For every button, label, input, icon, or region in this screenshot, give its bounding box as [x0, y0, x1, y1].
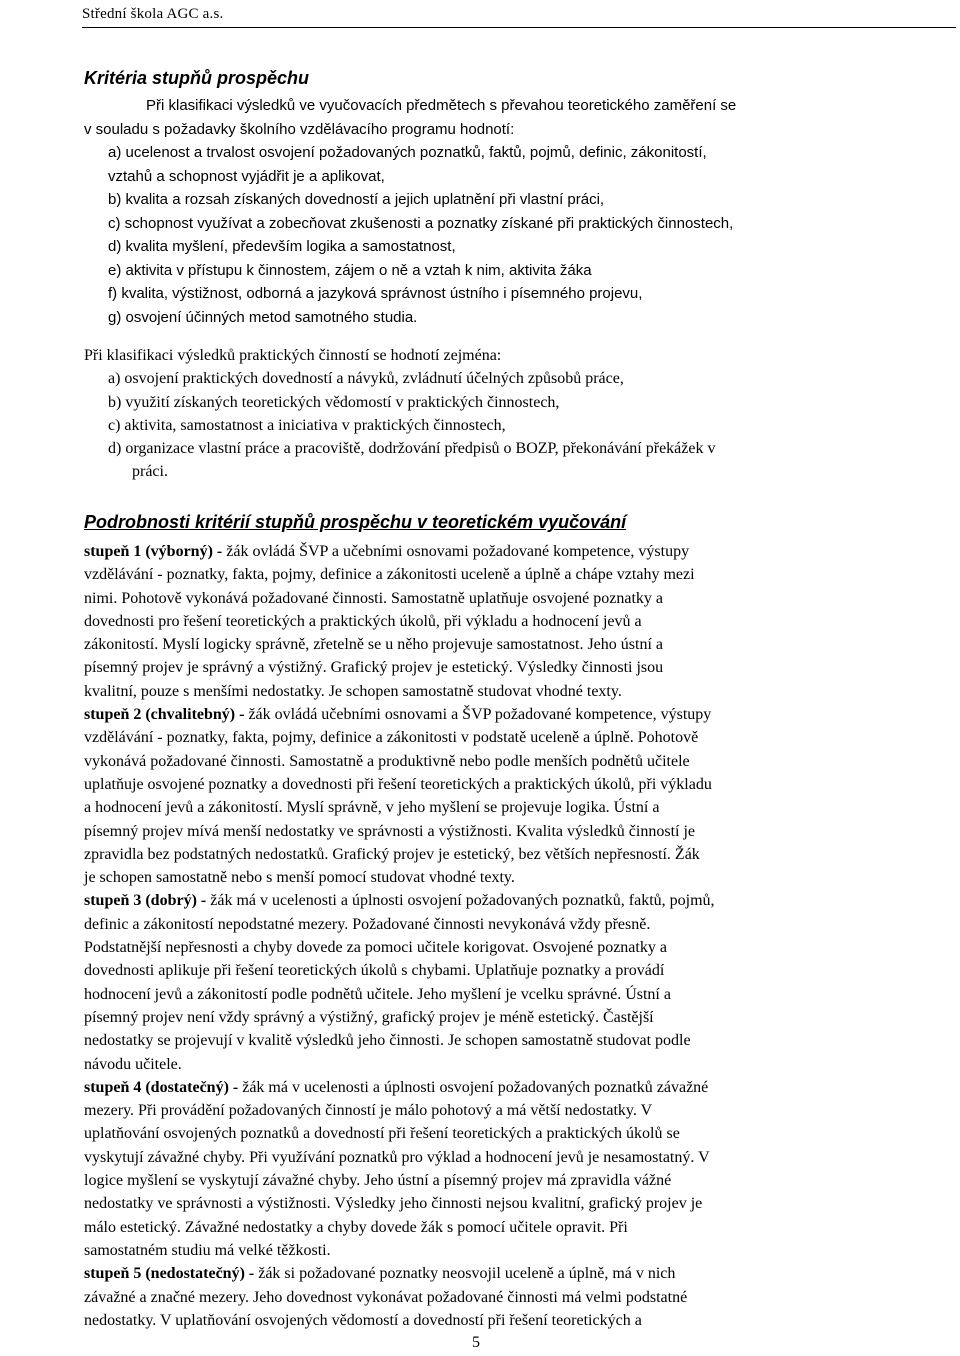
paragraph-line: [84, 1192, 884, 1215]
grade-text: kvalitní, pouze s menšími nedostatky. Je schopen samostatně studovat vhodné texty.: [84, 682, 622, 700]
paragraph-line: [84, 1146, 884, 1169]
grade-text: zákonitostí. Myslí logicky správně, zřetelně se u něho projevuje samostatnost. Jeho ústní a: [84, 636, 663, 654]
grade-heading-line: [84, 1076, 884, 1099]
grade-label: stupeň 3 (dobrý) -: [84, 892, 211, 910]
paragraph-line: [84, 796, 884, 819]
grade-label: stupeň 1 (výborný) -: [84, 543, 227, 560]
grade-label: stupeň 4 (dostatečný) -: [84, 1078, 243, 1096]
grade-label: stupeň 2 (chvalitebný) -: [84, 706, 249, 724]
grade-text: dovednosti pro řešení teoretických a praktických úkolů, při výkladu a hodnocení jevů a: [84, 612, 642, 630]
grade-text: žák má v ucelenosti a úplnosti osvojení požadovaných poznatků závažné: [242, 1078, 709, 1096]
grade-text: uplatňování osvojených poznatků a dovedností při řešení teoretických a praktických úkolů se: [84, 1125, 680, 1143]
list-item: g) osvojení účinných metod samotného studia.: [108, 308, 418, 326]
grade-text: hodnocení jevů a zákonitostí podle podnětů učitele. Jeho myšlení je vcelku správné. Ústní a: [84, 985, 671, 1003]
theoretical-criteria-list: [84, 94, 884, 329]
grade-text: nedostatky. V uplatňování osvojených vědomostí a dovedností při řešení teoretických a: [84, 1311, 642, 1329]
paragraph-line: [84, 1169, 884, 1192]
grade-text: písemný projev mívá menší nedostatky ve správnosti a výstižnosti. Kvalita výsledků činností je: [84, 822, 696, 840]
page-header-school: Střední škola AGC a.s.: [82, 6, 224, 22]
list-item: práci.: [132, 463, 168, 481]
grade-text: definic a zákonitostí nepodstatné mezery. Požadované činnosti nevykonává vždy přesně.: [84, 915, 651, 933]
grade-text: nedostatky ve správnosti a výstižnosti. Výsledky jeho činnosti nejsou kvalitní, grafický projev je: [84, 1195, 703, 1213]
paragraph-line: [84, 1006, 884, 1029]
grade-text: vyskytují závažné chyby. Při využívání poznatků pro výklad a hodnocení jevů je nesamostatný. V: [84, 1148, 710, 1166]
grade-text: žák má v ucelenosti a úplnosti osvojení požadovaných poznatků, faktů, pojmů,: [210, 892, 715, 910]
grade-text: je schopen samostatně nebo s menší pomocí studovat vhodné texty.: [84, 869, 515, 887]
list-item: vztahů a schopnost vyjádřit je a aplikovat,: [108, 167, 385, 185]
paragraph-line: [84, 1029, 884, 1052]
paragraph-line: [84, 959, 884, 982]
grade-text: nedostatky se projevují v kvalitě výsledků jeho činnosti. Je schopen samostatně studovat podle: [84, 1032, 691, 1050]
paragraph-line: [84, 1286, 884, 1309]
page-number: 5: [472, 1334, 480, 1351]
paragraph-line: [84, 773, 884, 796]
grade-text: vykonává požadované činnosti. Samostatně a produktivně nebo podle menších podnětů učitele: [84, 752, 690, 770]
paragraph-line: [84, 1053, 884, 1076]
grade-text: vzdělávání - poznatky, fakta, pojmy, definice a zákonitosti v podstatě uceleně a úplně. Pohotově: [84, 729, 699, 747]
paragraph-line: [84, 936, 884, 959]
paragraph-line: [84, 1216, 884, 1239]
grade-text: nimi. Pohotově vykonává požadované činnosti. Samostatně uplatňuje osvojené poznatky a: [84, 589, 663, 607]
grade-text: vzdělávání - poznatky, fakta, pojmy, definice a zákonitosti uceleně a úplně a chápe vztahy mezi: [84, 566, 695, 584]
grade-text: žák ovládá ŠVP a učebními osnovami požadované kompetence, výstupy: [226, 543, 690, 560]
paragraph-line: [84, 820, 884, 843]
grade-text: mezery. Při provádění požadovaných činností je málo pohotový a má větší nedostatky. V: [84, 1102, 653, 1120]
header-divider: [82, 27, 956, 28]
list-item: c) aktivita, samostatnost a iniciativa v praktických činnostech,: [108, 416, 506, 434]
practical-criteria-list: [84, 344, 884, 484]
grade-text: málo estetický. Závažné nedostatky a chyby dovede žák s pomocí učitele opravit. Při: [84, 1218, 628, 1236]
paragraph-line: v souladu s požadavky školního vzdělávacího programu hodnotí:: [84, 120, 515, 138]
grade-heading-line: [84, 540, 884, 563]
grade-text: uplatňuje osvojené poznatky a dovednosti při řešení teoretických a praktických úkolů, při výkladu: [84, 775, 712, 793]
grade-text: a hodnocení jevů a zákonitostí. Myslí správně, v jeho myšlení se projevuje logika. Ústní a: [84, 799, 660, 817]
list-item: f) kvalita, výstižnost, odborná a jazyková správnost ústního i písemného projevu,: [108, 285, 643, 302]
list-item: d) kvalita myšlení, především logika a samostatnost,: [108, 238, 456, 255]
section-title-criteria: Kritéria stupňů prospěchu: [84, 68, 310, 88]
paragraph-line: [84, 610, 884, 633]
list-item: b) využití získaných teoretických vědomostí v praktických činnostech,: [108, 393, 560, 411]
paragraph-line: [84, 866, 884, 889]
grade-text: dovednosti aplikuje při řešení teoretických úkolů s chybami. Uplatňuje poznatky a provádí: [84, 962, 665, 980]
paragraph-line: [84, 1239, 884, 1262]
grade-text: návodu učitele.: [84, 1055, 182, 1073]
grade-text: zpravidla bez podstatných nedostatků. Grafický projev je estetický, bez větších nepřesností. Žák: [84, 845, 700, 863]
paragraph-line: [84, 726, 884, 749]
list-item: d) organizace vlastní práce a pracoviště, dodržování předpisů o BOZP, překonávání překážek v: [108, 440, 716, 458]
grade-text: Podstatnější nepřesnosti a chyby dovede za pomoci učitele korigovat. Osvojené poznatky a: [84, 939, 667, 957]
paragraph-line: [84, 656, 884, 679]
grade-heading-line: [84, 1262, 884, 1285]
grade-heading-line: [84, 889, 884, 912]
grade-text: samostatném studiu má velké těžkosti.: [84, 1241, 331, 1259]
paragraph-line: [84, 843, 884, 866]
paragraph-line: [84, 983, 884, 1006]
list-item: c) schopnost využívat a zobecňovat zkušenosti a poznatky získané při praktických činnostech,: [108, 214, 734, 232]
grade-text: písemný projev je správný a výstižný. Grafický projev je estetický. Výsledky činnosti jsou: [84, 659, 664, 677]
paragraph-line: [84, 563, 884, 586]
paragraph-line: [84, 1099, 884, 1122]
paragraph-line: Při klasifikaci výsledků ve vyučovacích předmětech s převahou teoretického zaměření se: [146, 97, 737, 114]
grade-text: závažné a značné mezery. Jeho dovednost vykonávat požadované činnosti má velmi podstatné: [84, 1288, 688, 1306]
paragraph-line: [84, 750, 884, 773]
paragraph-line: [84, 1309, 884, 1332]
list-item: b) kvalita a rozsah získaných dovedností a jejich uplatnění při vlastní práci,: [108, 191, 605, 208]
paragraph-line: [84, 1122, 884, 1145]
grade-label: stupeň 5 (nedostatečný) -: [84, 1265, 259, 1283]
paragraph-line: [84, 633, 884, 656]
paragraph-line: [84, 913, 884, 936]
grade-text: písemný projev není vždy správný a výstižný, grafický projev je méně estetický. Častější: [84, 1008, 654, 1026]
grade-text: žák ovládá učebními osnovami a ŠVP požadované kompetence, výstupy: [248, 706, 712, 724]
grade-heading-line: [84, 703, 884, 726]
paragraph-line: [84, 587, 884, 610]
grade-text: logice myšlení se vyskytují závažné chyby. Jeho ústní a písemný projev má zpravidla vážné: [84, 1172, 672, 1190]
list-item: a) ucelenost a trvalost osvojení požadovaných poznatků, faktů, pojmů, definic, zákonitostí,: [108, 144, 707, 161]
grade-descriptions: [84, 540, 884, 1332]
list-item: a) osvojení praktických dovedností a návyků, zvládnutí účelných způsobů práce,: [108, 370, 624, 388]
paragraph-line: Při klasifikaci výsledků praktických činností se hodnotí zejména:: [84, 347, 502, 364]
paragraph-line: [84, 680, 884, 703]
section-title-details: Podrobnosti kritérií stupňů prospěchu v teoretickém vyučování: [84, 512, 627, 532]
list-item: e) aktivita v přístupu k činnostem, zájem o ně a vztah k nim, aktivita žáka: [108, 261, 592, 279]
grade-text: žák si požadované poznatky neosvojil uceleně a úplně, má v nich: [258, 1265, 676, 1283]
